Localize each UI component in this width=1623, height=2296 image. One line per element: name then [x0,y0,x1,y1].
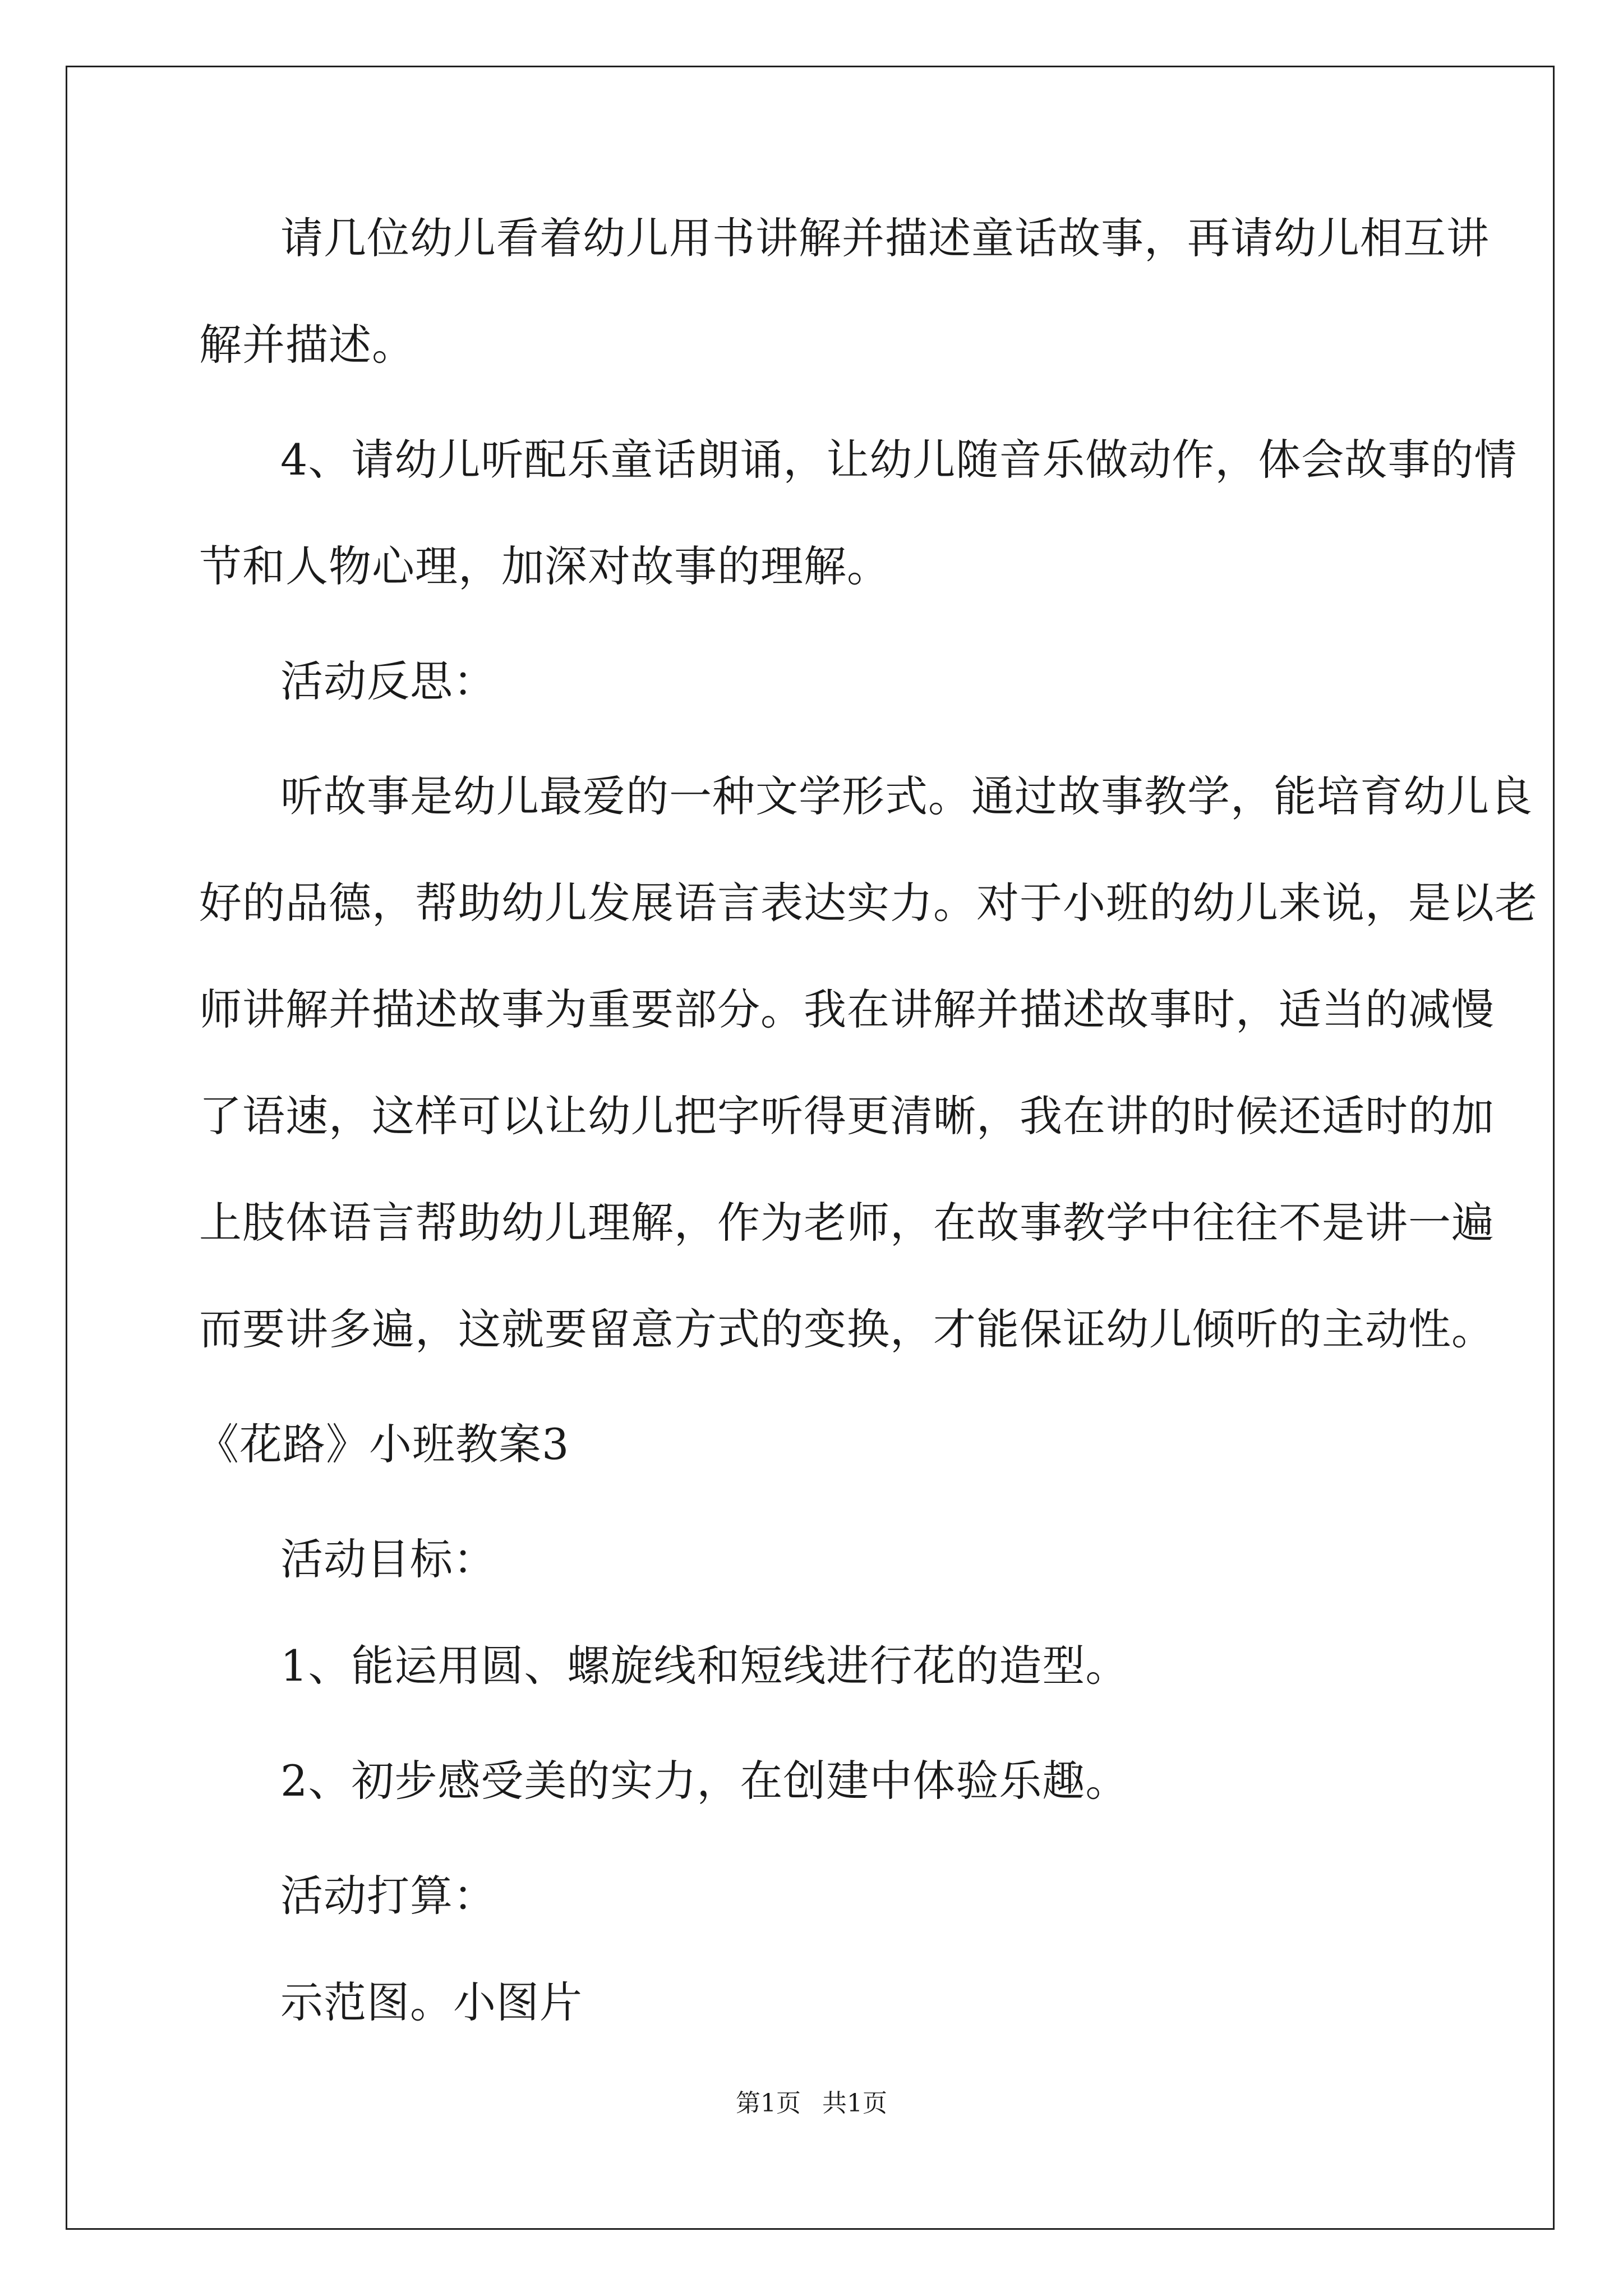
paragraph-line: 了语速，这样可以让幼儿把字听得更清晰，我在讲的时候还适时的加 [199,1091,1495,1141]
list-item: 1、能运用圆、螺旋线和短线进行花的造型。 [280,1641,1129,1691]
paragraph-line: 师讲解并描述故事为重要部分。我在讲解并描述故事时，适当的减慢 [199,984,1495,1034]
list-item: 2、初步感受美的实力，在创建中体验乐趣。 [280,1756,1129,1806]
paragraph-line: 4、请幼儿听配乐童话朗诵，让幼儿随音乐做动作，体会故事的情 [280,435,1518,485]
page-footer [0,2087,1623,2120]
paragraph-line: 示范图。小图片 [280,1977,583,2027]
section-heading: 活动目标： [280,1534,496,1584]
lesson-title: 《花路》小班教案3 [196,1419,570,1469]
page-total: 共1页 [822,2089,887,2118]
paragraph-line: 请几位幼儿看着幼儿用书讲解并描述童话故事，再请幼儿相互讲 [280,213,1490,263]
paragraph-line: 解并描述。 [199,320,415,370]
paragraph-line: 节和人物心理，加深对故事的理解。 [199,541,890,591]
page-number: 第1页 [736,2089,801,2118]
section-heading: 活动打算： [280,1871,496,1921]
paragraph-line: 上肢体语言帮助幼儿理解，作为老师，在故事教学中往往不是讲一遍 [199,1198,1495,1248]
paragraph-line: 而要讲多遍，这就要留意方式的变换，才能保证幼儿倾听的主动性。 [199,1304,1495,1354]
section-heading: 活动反思： [280,656,496,706]
paragraph-line: 好的品德，帮助幼儿发展语言表达实力。对于小班的幼儿来说，是以老 [199,878,1538,928]
paragraph-line: 听故事是幼儿最爱的一种文学形式。通过故事教学，能培育幼儿良 [280,771,1533,821]
